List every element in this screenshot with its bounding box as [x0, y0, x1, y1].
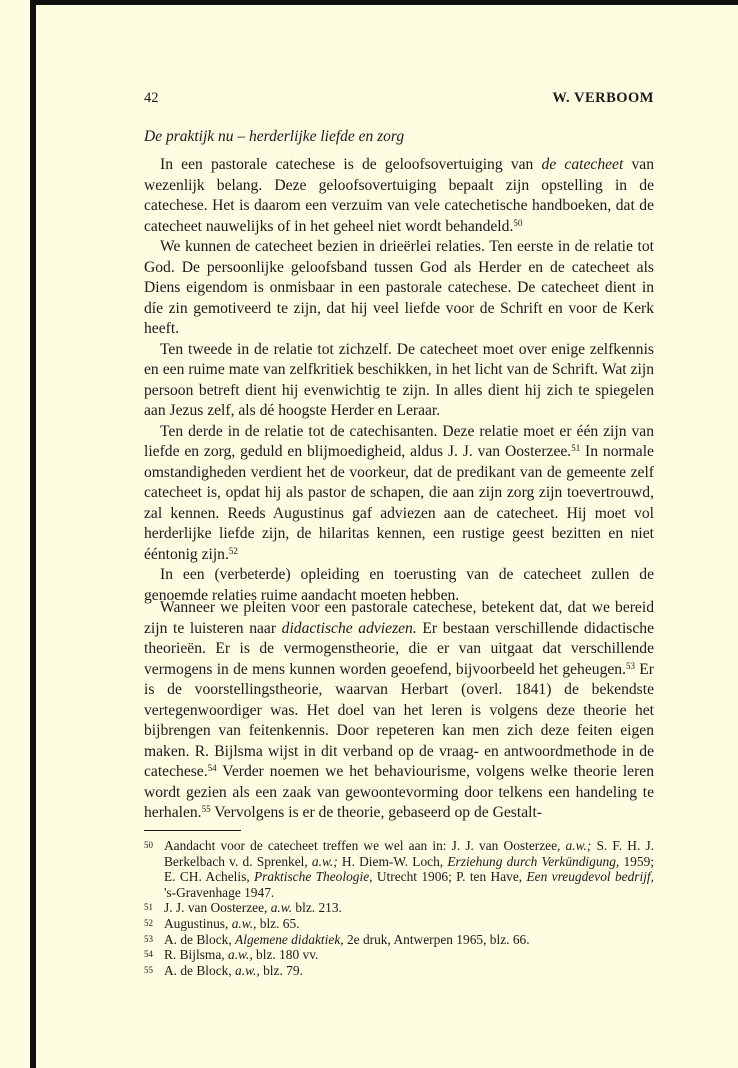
- text-run: Augustinus,: [164, 915, 232, 931]
- text-run: We kunnen de catecheet bezien in drieërlei relaties. Ten eerste in de relatie tot God. De persoonlijke geloofsband tussen God als Herder en de catecheet als Diens eigendom is onmisbaar in een pastorale catechese. De catecheet dient in díe zin gemotiveerd te zijn, dat hij veel liefde voor de Schrift en voor de Kerk heeft.: [144, 238, 654, 337]
- footnote-number: 53: [144, 933, 153, 944]
- text-run: blz. 213.: [292, 900, 342, 916]
- text-run: H. Diem-W. Loch,: [337, 853, 448, 869]
- text-run: blz. 180 vv.: [252, 947, 319, 963]
- text-run: 's-Gravenhage 1947.: [164, 884, 275, 900]
- section-title: De praktijk nu – herderlijke liefde en zorg: [144, 128, 405, 145]
- footnote: [144, 900, 654, 916]
- italic-text: didactische adviezen.: [281, 619, 417, 637]
- text-run: Ten tweede in de relatie tot zichzelf. De catecheet moet over enige zelfkennis en een ruime mate van zelfkritiek beschikken, in het licht van de Schrift. Wat zijn persoon betreft dient hij evenwichtig te zijn. In alles dient hij zich te spiegelen aan Jezus zelf, als dé hoogste Herder en Leraar.: [144, 340, 654, 419]
- italic-text: a.w.;: [311, 853, 338, 869]
- text-run: J. J. van Oosterzee,: [164, 900, 271, 916]
- footnotes: [144, 838, 654, 978]
- section2-body: [144, 598, 654, 824]
- paragraph: [144, 422, 654, 566]
- text-run: In een pastorale catechese is de geloofsovertuiging van: [160, 156, 542, 173]
- text-run: R. Bijlsma,: [164, 947, 228, 963]
- footnote-ref: 53: [625, 660, 635, 671]
- italic-text: a.w.,: [228, 947, 253, 963]
- paragraph: [144, 598, 654, 824]
- italic-text: a.w.,: [235, 962, 260, 978]
- paragraph: [144, 237, 654, 340]
- footnote-ref: 51: [571, 443, 581, 453]
- footnote-ref: 54: [207, 763, 217, 773]
- text-run: Wanneer we pleiten voor een pastorale catechese, betekent dat, dat we bereid zijn te luisteren naar: [144, 599, 654, 637]
- italic-text: Erziehung durch Verkündigung,: [447, 853, 620, 869]
- italic-text: Praktische Theologie,: [254, 869, 373, 885]
- footnote-ref: 55: [201, 804, 211, 814]
- text-run: S. F. H. J. Berkelbach v. d. Sprenkel,: [164, 838, 654, 869]
- footnote: [144, 963, 654, 979]
- text-run: blz. 65.: [256, 915, 300, 931]
- italic-text: a.w.: [270, 900, 293, 916]
- text-run: Ten derde in de relatie tot de catechisanten. Deze relatie moet er één zijn van liefde en zorg, geduld en blijmoedigheid, aldus J. J. van Oosterzee.: [144, 422, 654, 460]
- text-run: A. de Block,: [164, 962, 236, 978]
- italic-text: a.w.,: [231, 915, 257, 931]
- paragraph: [144, 340, 654, 422]
- paragraph: [144, 155, 654, 237]
- text-run: In normale omstandigheden verdient het de voorkeur, dat de predikant van de gemeente zelf catecheet is, opdat hij als pastor de schapen, die aan zijn zorg zijn toevertrouwd, zal kennen. Reeds Augustinus gaf adviezen aan de catecheet. Hij moet vol herderlijke liefde zijn, de hilaritas kennen, een rustige geest bezitten en niet ééntonig zijn.: [144, 443, 654, 563]
- footnote: [144, 932, 654, 948]
- text-run: Aandacht voor de catecheet treffen we wel aan in: J. J. van Oosterzee,: [164, 838, 566, 853]
- text-run: Er bestaan verschillende didactische theorieën. Er is de vermogenstheorie, die er van uitgaat dat verschillende vermogens in de mens kunnen worden geoefend, bijvoorbeeld het geheugen.: [144, 619, 654, 678]
- text-run: Verder noemen we het behaviourisme, volgens welke theorie leren wordt gezien als een zaak van gewoontevorming door telkens een handeling te herhalen.: [144, 763, 654, 821]
- text-run: Er is de voorstellingstheorie, waarvan Herbart (overl. 1841) de bekendste vertegenwoordiger was. Het doel van het leren is volgens deze theorie het bijbrengen van feitenkennis. Door repeteren kan men zich deze feiten eigen maken. R. Bijlsma wijst in dit verband op de vraag- en antwoordmethode in de catechese.: [144, 660, 654, 780]
- text-run: Vervolgens is er de theorie, gebaseerd op de Gestalt-: [210, 804, 542, 821]
- running-header-author: W. VERBOOM: [552, 90, 654, 106]
- text-run: 2e druk, Antwerpen 1965, blz. 66.: [343, 931, 530, 947]
- text-run: 1959; E. CH. Achelis,: [164, 853, 654, 885]
- italic-text: Een vreugdevol bedrijf,: [526, 869, 655, 885]
- text-run: A. de Block,: [164, 931, 236, 947]
- footnote: [144, 916, 654, 932]
- text-run: Utrecht 1906; P. ten Have,: [372, 869, 527, 885]
- text-run: van wezenlijk belang. Deze geloofsovertuiging bepaalt zijn opstelling in de catechese. Het is daarom een verzuim van vele catechetische handboeken, dat de catecheet nauwelijks of in het geheel niet wordt behandeld.: [144, 156, 654, 235]
- italic-text: Algemene didaktiek,: [235, 931, 344, 947]
- footnote-ref: 52: [228, 545, 238, 556]
- footnote-number: 54: [144, 949, 153, 960]
- page-number: 42: [144, 90, 159, 106]
- text-run: blz. 79.: [259, 962, 303, 978]
- section1-body: [144, 155, 654, 606]
- footnote: [144, 947, 654, 963]
- text-run: In een (verbeterde) opleiding en toerusting van de catecheet zullen de genoemde relaties ruime aandacht moeten hebben.: [144, 566, 654, 604]
- footnote-separator: [144, 830, 241, 831]
- running-header: [144, 90, 654, 110]
- footnote-number: 55: [144, 964, 153, 975]
- footnote-number: 50: [144, 840, 153, 850]
- italic-text: de catecheet: [541, 156, 624, 173]
- footnote: [144, 838, 654, 900]
- footnote-ref: 50: [513, 217, 523, 228]
- footnote-number: 52: [144, 917, 153, 928]
- footnote-number: 51: [144, 902, 153, 913]
- italic-text: a.w.;: [565, 838, 592, 853]
